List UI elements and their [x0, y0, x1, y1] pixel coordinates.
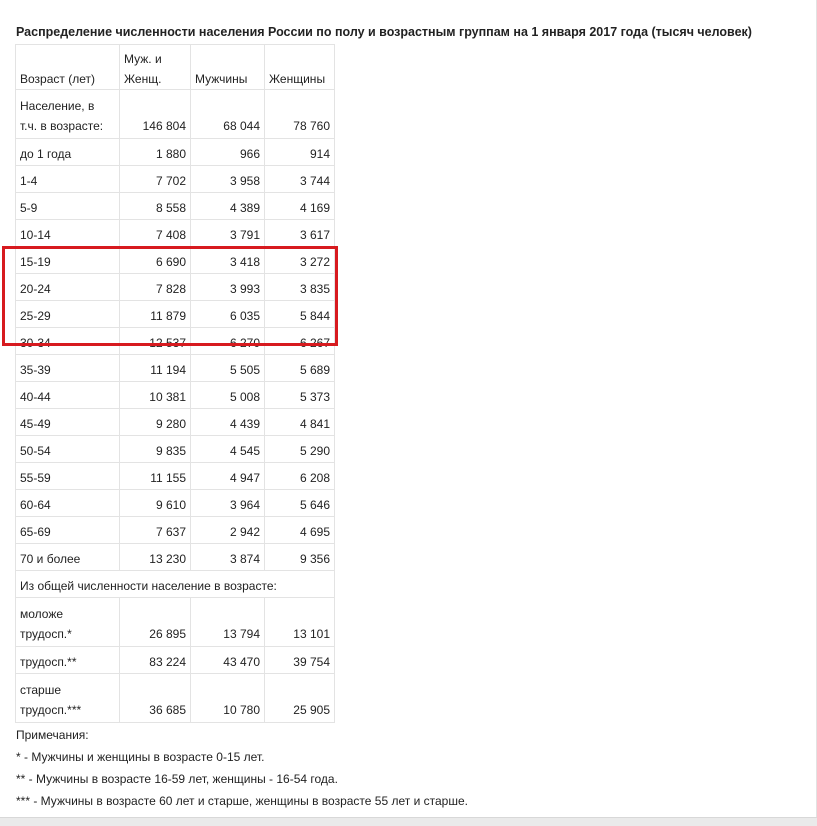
cell-total: 1 880: [120, 139, 191, 166]
row-label: 40-44: [16, 382, 120, 409]
cell-men: 13 794: [191, 598, 265, 647]
cell-women: 5 646: [265, 490, 335, 517]
cell-men: 3 791: [191, 220, 265, 247]
cell-women: 6 267: [265, 328, 335, 355]
cell-men: 4 389: [191, 193, 265, 220]
table-row: [16, 517, 335, 544]
cell-total: 7 702: [120, 166, 191, 193]
cell-total: 36 685: [120, 674, 191, 723]
table-row: [16, 355, 335, 382]
population-table: [15, 44, 335, 723]
cell-men: 966: [191, 139, 265, 166]
cell-men: 68 044: [191, 90, 265, 139]
table-row: [16, 436, 335, 463]
cell-women: 78 760: [265, 90, 335, 139]
subsection-row: [16, 571, 335, 598]
row-label: 25-29: [16, 301, 120, 328]
cell-women: 3 744: [265, 166, 335, 193]
note-item: * - Мужчины и женщины в возрасте 0-15 лет.: [16, 750, 265, 764]
cell-total: 9 835: [120, 436, 191, 463]
note-item: *** - Мужчины в возрасте 60 лет и старше, женщины в возрасте 55 лет и старше.: [16, 794, 468, 808]
cell-men: 6 270: [191, 328, 265, 355]
notes-heading: Примечания:: [16, 728, 89, 742]
cell-total: 11 879: [120, 301, 191, 328]
table-row: [16, 463, 335, 490]
cell-men: 3 418: [191, 247, 265, 274]
cell-total: 7 408: [120, 220, 191, 247]
cell-women: 4 841: [265, 409, 335, 436]
cell-women: 13 101: [265, 598, 335, 647]
cell-total: 9 610: [120, 490, 191, 517]
cell-total: 13 230: [120, 544, 191, 571]
row-label: моложе трудосп.*: [16, 598, 120, 647]
cell-total: 83 224: [120, 647, 191, 674]
cell-total: 10 381: [120, 382, 191, 409]
cell-total: 7 637: [120, 517, 191, 544]
row-label: 30-34: [16, 328, 120, 355]
table-row: [16, 544, 335, 571]
cell-total: 7 828: [120, 274, 191, 301]
table-row: [16, 328, 335, 355]
cell-men: 43 470: [191, 647, 265, 674]
row-label: до 1 года: [16, 139, 120, 166]
row-label: 45-49: [16, 409, 120, 436]
row-label: 15-19: [16, 247, 120, 274]
header-women: Женщины: [265, 45, 335, 90]
cell-women: 39 754: [265, 647, 335, 674]
table-row: [16, 409, 335, 436]
table-row: [16, 274, 335, 301]
cell-men: 2 942: [191, 517, 265, 544]
row-label: 5-9: [16, 193, 120, 220]
table-row: [16, 598, 335, 647]
cell-total: 8 558: [120, 193, 191, 220]
cell-women: 5 689: [265, 355, 335, 382]
header-total: Муж. и Женщ.: [120, 45, 191, 90]
cell-men: 3 964: [191, 490, 265, 517]
table-row: [16, 382, 335, 409]
cell-men: 6 035: [191, 301, 265, 328]
table-row: [16, 193, 335, 220]
cell-women: 4 695: [265, 517, 335, 544]
cell-women: 25 905: [265, 674, 335, 723]
table-row: [16, 139, 335, 166]
cell-total: 11 194: [120, 355, 191, 382]
row-label: Население, в т.ч. в возрасте:: [16, 90, 120, 139]
row-label: 1-4: [16, 166, 120, 193]
table-row: [16, 674, 335, 723]
subsection-title: Из общей численности население в возрасте:: [16, 571, 335, 598]
cell-men: 4 947: [191, 463, 265, 490]
row-label: 35-39: [16, 355, 120, 382]
row-label: 65-69: [16, 517, 120, 544]
cell-men: 5 008: [191, 382, 265, 409]
cell-total: 11 155: [120, 463, 191, 490]
cell-men: 5 505: [191, 355, 265, 382]
cell-women: 3 835: [265, 274, 335, 301]
notes: [16, 724, 468, 812]
cell-men: 3 874: [191, 544, 265, 571]
table-header-row: [16, 45, 335, 90]
cell-women: 3 617: [265, 220, 335, 247]
header-men: Мужчины: [191, 45, 265, 90]
cell-men: 10 780: [191, 674, 265, 723]
cell-women: 5 290: [265, 436, 335, 463]
table-row: [16, 220, 335, 247]
row-label: 10-14: [16, 220, 120, 247]
cell-women: 6 208: [265, 463, 335, 490]
cell-women: 914: [265, 139, 335, 166]
row-label: старше трудосп.***: [16, 674, 120, 723]
table-row: [16, 247, 335, 274]
cell-women: 9 356: [265, 544, 335, 571]
row-label: 50-54: [16, 436, 120, 463]
header-age: Возраст (лет): [16, 45, 120, 90]
table-row: [16, 90, 335, 139]
row-label: 55-59: [16, 463, 120, 490]
cell-women: 5 373: [265, 382, 335, 409]
row-label: трудосп.**: [16, 647, 120, 674]
cell-total: 146 804: [120, 90, 191, 139]
cell-total: 9 280: [120, 409, 191, 436]
row-label: 20-24: [16, 274, 120, 301]
cell-men: 3 993: [191, 274, 265, 301]
note-item: ** - Мужчины в возрасте 16-59 лет, женщины - 16-54 года.: [16, 772, 338, 786]
table-row: [16, 301, 335, 328]
table-row: [16, 647, 335, 674]
cell-women: 5 844: [265, 301, 335, 328]
cell-men: 4 439: [191, 409, 265, 436]
row-label: 60-64: [16, 490, 120, 517]
cell-men: 4 545: [191, 436, 265, 463]
cell-total: 6 690: [120, 247, 191, 274]
table-row: [16, 490, 335, 517]
cell-women: 4 169: [265, 193, 335, 220]
table-row: [16, 166, 335, 193]
cell-women: 3 272: [265, 247, 335, 274]
row-label: 70 и более: [16, 544, 120, 571]
cell-total: 12 537: [120, 328, 191, 355]
page-title: Распределение численности населения России по полу и возрастным группам на 1 января 2017 года (тысяч человек): [16, 25, 752, 39]
cell-total: 26 895: [120, 598, 191, 647]
cell-men: 3 958: [191, 166, 265, 193]
